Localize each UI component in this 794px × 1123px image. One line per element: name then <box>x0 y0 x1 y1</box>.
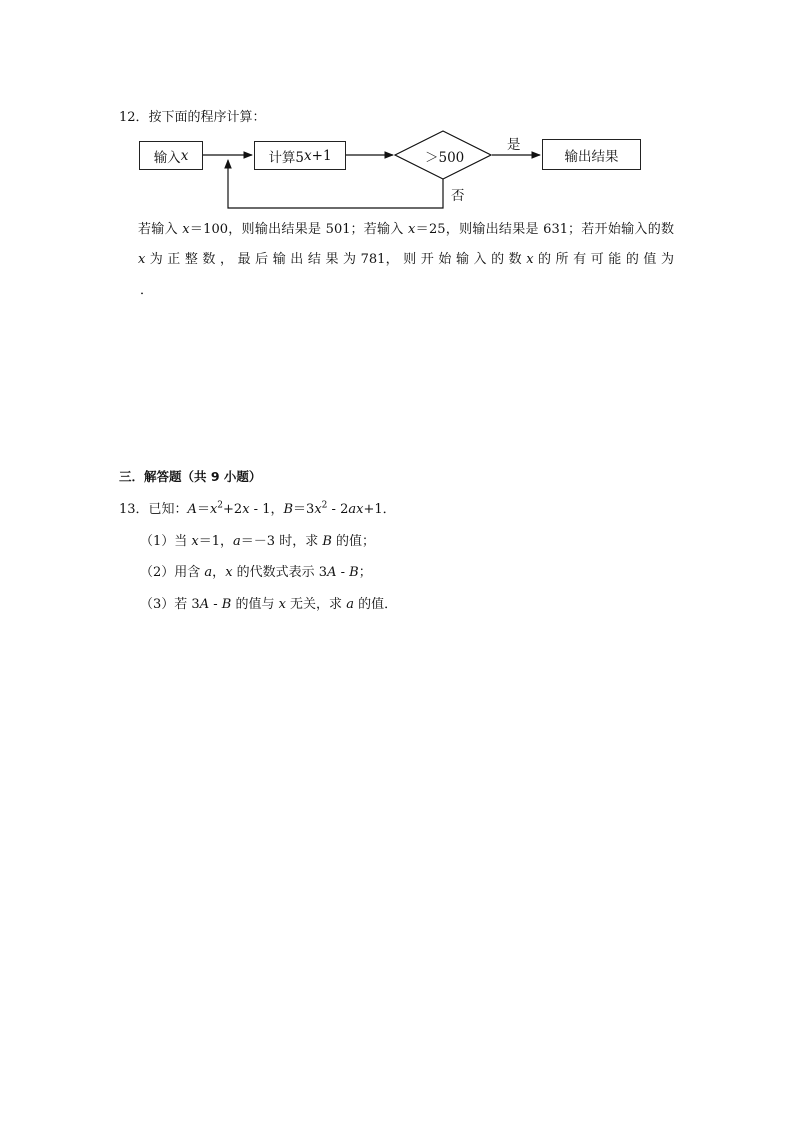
math-var: x <box>356 502 364 517</box>
question-13-part-2 <box>140 561 372 580</box>
flow-output-label: 输出结果 <box>564 148 619 165</box>
text-segment: ， <box>212 565 226 580</box>
question-13-part-3 <box>140 593 397 612</box>
text-segment: +2 <box>223 502 243 517</box>
flow-input-label: 输入 <box>153 149 181 166</box>
section-title-suffix: 小题） <box>219 469 262 484</box>
flow-calc-box <box>254 141 346 170</box>
text-segment: （1）当 <box>140 534 192 549</box>
math-var: a <box>346 597 354 612</box>
math-var: B <box>283 502 294 517</box>
text-segment: 的代数式表示 3 <box>232 565 328 580</box>
math-var: x <box>526 252 534 267</box>
text-segment: ＝1， <box>198 534 234 549</box>
text-segment: （2）用含 <box>140 565 205 580</box>
section-question-count: 9 <box>210 469 220 484</box>
text-segment: （3）若 3 <box>140 597 200 612</box>
math-var: a <box>233 534 241 549</box>
question-13-stem <box>119 498 396 517</box>
text-segment: 无关，求 <box>285 597 347 612</box>
text-segment: ＝－3 时，求 <box>240 534 323 549</box>
text-segment: 的值； <box>331 534 376 549</box>
question-12-line-3: ． <box>140 283 154 298</box>
question-12-title: 12．按下面的程序计算： <box>119 110 266 125</box>
text-segment: 的值与 <box>231 597 279 612</box>
flow-yes-label: 是 <box>507 137 521 153</box>
math-var: x <box>138 252 146 267</box>
question-13-part-1 <box>140 530 375 549</box>
text-segment: ＝25，则输出结果是 631；若开始输入的数 <box>415 222 674 237</box>
question-12-line-2 <box>138 248 674 267</box>
flow-calc-var: x <box>304 147 312 164</box>
text-segment: ＝100，则输出结果是 501；若输入 <box>189 222 409 237</box>
text-segment: 的值． <box>353 597 398 612</box>
math-var: x <box>225 565 233 580</box>
text-segment: 的 所 有 可 能 的 值 为 <box>533 252 674 267</box>
text-segment: - <box>336 565 350 580</box>
text-segment: - <box>209 597 222 612</box>
math-var: x <box>209 502 218 517</box>
math-var: B <box>221 597 232 612</box>
text-segment: ＝ <box>196 502 210 517</box>
math-var: x <box>278 597 286 612</box>
math-var: x <box>191 534 199 549</box>
text-segment: ； <box>358 565 372 580</box>
math-var: x <box>242 502 250 517</box>
exponent: 2 <box>321 500 328 511</box>
flow-no-label: 否 <box>451 188 465 204</box>
math-var: A <box>187 502 197 517</box>
math-var: a <box>204 565 213 580</box>
text-segment: - 2 <box>327 502 349 517</box>
flow-condition-label: ＞500 <box>425 150 465 166</box>
exponent: 2 <box>217 500 224 511</box>
flow-calc-label: 计算5 <box>268 149 305 166</box>
math-var: x <box>182 222 190 237</box>
question-12-line-1 <box>138 218 674 237</box>
text-segment: - 1， <box>249 502 284 517</box>
flow-input-box <box>139 141 203 170</box>
flow-input-var: x <box>180 147 189 164</box>
math-var: A <box>199 597 210 612</box>
text-segment: +1． <box>363 502 396 517</box>
flow-output-box <box>542 139 641 170</box>
section-title-prefix: 三．解答题（共 <box>119 469 211 484</box>
text-segment: ＝3 <box>293 502 315 517</box>
math-var: a <box>348 502 357 517</box>
math-var: B <box>322 534 332 549</box>
math-var: B <box>349 565 359 580</box>
math-var: x <box>314 502 322 517</box>
question-lead: 13．已知： <box>119 502 188 517</box>
text-segment: 若输入 <box>138 222 183 237</box>
math-var: A <box>327 565 337 580</box>
flow-calc-suffix: +1 <box>311 147 332 164</box>
text-segment: 为 正 整 数 ， 最 后 输 出 结 果 为 781， 则 开 始 输 入 的 数 <box>145 252 527 267</box>
section-3-title <box>119 467 261 485</box>
math-var: x <box>408 222 416 237</box>
